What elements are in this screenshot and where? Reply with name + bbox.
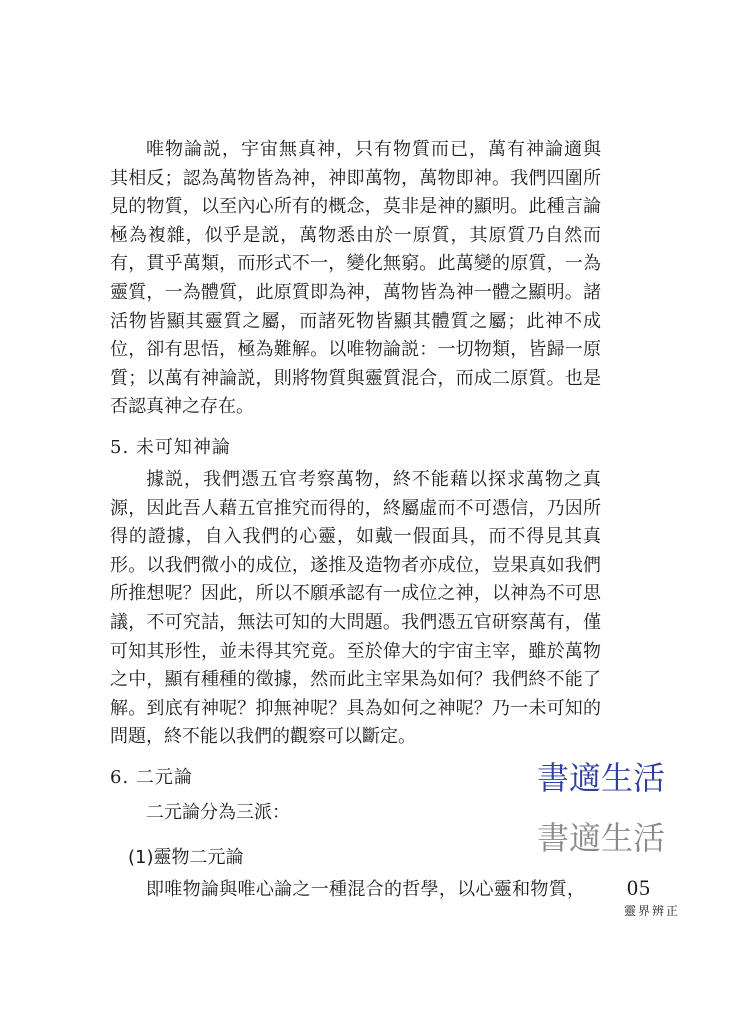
paragraph-line: 形。以我們微小的成位，遂推及造物者亦成位，豈果真如我們 <box>110 554 601 576</box>
section-6-heading: 6. 二元論 <box>110 767 193 788</box>
paragraph-line: 所推想呢？因此，所以不願承認有一成位之神，以神為不可思 <box>110 583 601 605</box>
watermark-blue: 書適生活 <box>537 759 666 797</box>
paragraph-line: 有，貫乎萬類，而形式不一，變化無窮。此萬變的原質，一為 <box>110 253 601 275</box>
paragraph-line: 靈質，一為體質，此原質即為神，萬物皆為神一體之顯明。諸 <box>110 281 601 303</box>
paragraph-line: 即唯物論與唯心論之一種混合的哲學，以心靈和物質， <box>146 879 585 900</box>
paragraph-line: 活物皆顯其靈質之屬，而諸死物皆顯其體質之屬；此神不成 <box>110 310 601 332</box>
section-5-heading: 5. 未可知神論 <box>110 437 231 458</box>
paragraph-line: 唯物論説，宇宙無真神，只有物質而已，萬有神論適與 <box>146 139 601 160</box>
subsection-1-paragraph <box>146 876 585 905</box>
paragraph-line: 得的證據，自入我們的心靈，如戴一假面具，而不得見其真 <box>110 526 601 548</box>
paragraph-line: 源，因此吾人藉五官推究而得的，終屬虛而不可憑信，乃因所 <box>110 497 601 519</box>
paragraph-line: 位，卻有思悟，極為難解。以唯物論説：一切物類，皆歸一原 <box>110 339 601 361</box>
intro-paragraph <box>110 136 601 422</box>
subsection-1-title: (1)靈物二元論 <box>128 847 244 868</box>
page-number: 05 <box>627 875 651 900</box>
paragraph-line: 可知其形性，並未得其究竟。至於偉大的宇宙主宰，雖於萬物 <box>110 640 601 662</box>
running-book-title: 靈界辨正 <box>624 904 681 918</box>
paragraph-line: 解。到底有神呢？抑無神呢？具為如何之神呢？乃一未可知的 <box>110 697 601 719</box>
paragraph-line: 問題，終不能以我們的觀察可以斷定。 <box>110 726 416 748</box>
section-5-paragraph <box>110 466 601 752</box>
watermark-gray: 書適生活 <box>537 819 666 857</box>
paragraph-line: 見的物質，以至內心所有的概念，莫非是神的顯明。此種言論 <box>110 196 601 218</box>
paragraph-line: 極為複雜，似乎是説，萬物悉由於一原質，其原質乃自然而 <box>110 224 601 246</box>
paragraph-line: 否認真神之存在。 <box>110 396 254 418</box>
paragraph-line: 質；以萬有神論説，則將物質與靈質混合，而成二原質。也是 <box>110 367 601 389</box>
paragraph-line: 議，不可究詰，無法可知的大問題。我們憑五官研察萬有，僅 <box>110 611 601 633</box>
paragraph-line: 之中，顯有種種的徵據，然而此主宰果為如何？我們終不能了 <box>110 669 601 691</box>
paragraph-line: 其相反；認為萬物皆為神，神即萬物，萬物即神。我們四圍所 <box>110 167 601 189</box>
paragraph-line: 據説，我們憑五官考察萬物，終不能藉以探求萬物之真 <box>146 469 601 490</box>
section-6-intro: 二元論分為三派： <box>146 802 290 823</box>
